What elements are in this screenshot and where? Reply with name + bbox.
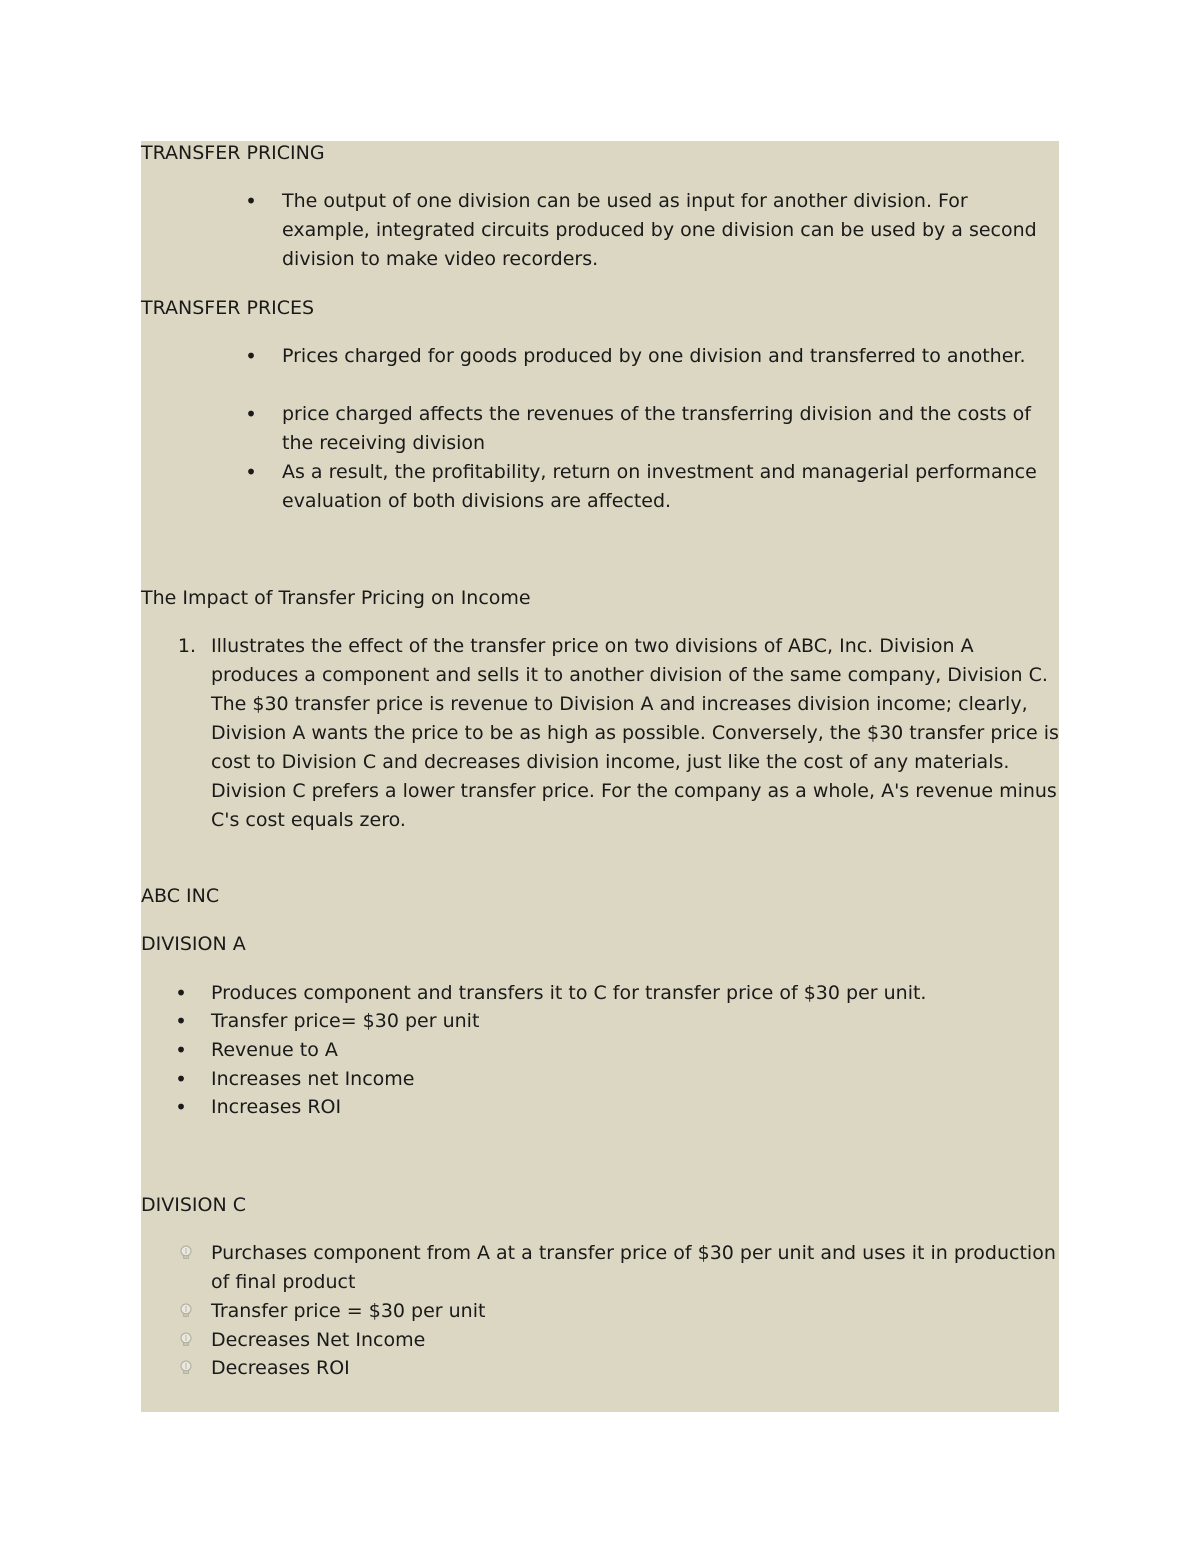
bullet-dot: [241, 342, 261, 372]
heading-transfer-prices: TRANSFER PRICES: [141, 297, 315, 319]
list-item: price charged affects the revenues of the transferring division and the costs of the receiving division: [282, 403, 1031, 454]
bullet-dot: [171, 1065, 191, 1095]
lightbulb-icon: [179, 1360, 193, 1376]
heading-division-a: DIVISION A: [141, 933, 246, 955]
list-item: Transfer price = $30 per unit: [211, 1300, 486, 1322]
lightbulb-icon: [179, 1332, 193, 1348]
heading-impact: The Impact of Transfer Pricing on Income: [141, 587, 531, 609]
list-item: Prices charged for goods produced by one division and transferred to another.: [282, 345, 1026, 367]
bullet-dot: [241, 458, 261, 488]
list-number: 1.: [177, 635, 196, 657]
list-item: Decreases Net Income: [211, 1329, 426, 1351]
bullet-dot: [171, 1007, 191, 1037]
list-item: As a result, the profitability, return on investment and managerial performance evaluation of both divisions are affected.: [282, 461, 1037, 512]
heading-division-c: DIVISION C: [141, 1194, 246, 1216]
bullet-dot: [241, 187, 261, 217]
bullet-dot: [171, 1036, 191, 1066]
bullet-dot: [171, 979, 191, 1009]
list-item: Increases net Income: [211, 1068, 415, 1090]
list-item: Decreases ROI: [211, 1357, 350, 1379]
list-item: Revenue to A: [211, 1039, 338, 1061]
list-item: The output of one division can be used as input for another division. For example, integrated circuits produced by one division can be used by a second division to make video recorders.: [282, 190, 1037, 270]
lightbulb-icon: [179, 1303, 193, 1319]
bullet-dot: [171, 1093, 191, 1123]
list-item: Produces component and transfers it to C for transfer price of $30 per unit.: [211, 982, 927, 1004]
lightbulb-icon: [179, 1245, 193, 1261]
list-item: Purchases component from A at a transfer price of $30 per unit and uses it in production of final product: [211, 1242, 1056, 1293]
bullet-dot: [241, 400, 261, 430]
heading-transfer-pricing: TRANSFER PRICING: [141, 142, 325, 164]
list-item: Increases ROI: [211, 1096, 342, 1118]
company-heading: ABC INC: [141, 885, 220, 907]
numbered-item: Illustrates the effect of the transfer price on two divisions of ABC, Inc. Division A produces a component and sells it to another division of the same company, Division C. The $30 transfer price is revenue to Division A and increases division income; clearly, Division A wants the price to be as high as possible. Conversely, the $30 transfer price is cost to Division C and decreases division income, just like the cost of any materials. Division C prefers a lower transfer price. For the company as a whole, A's revenue minus C's cost equals zero.: [211, 635, 1059, 831]
list-item: Transfer price= $30 per unit: [211, 1010, 480, 1032]
